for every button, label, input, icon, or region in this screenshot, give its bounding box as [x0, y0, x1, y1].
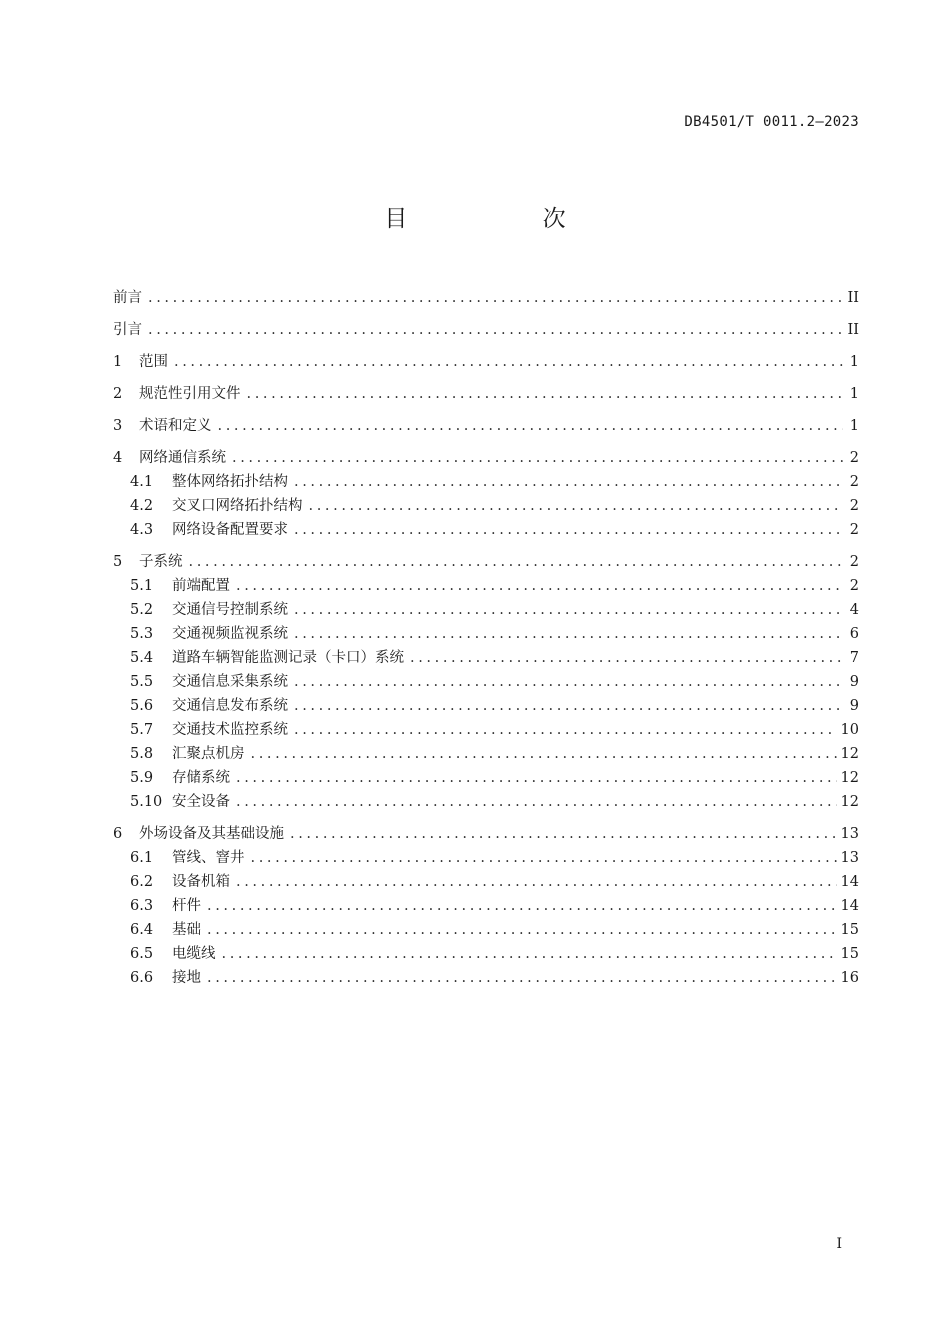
toc-entry[interactable] [113, 742, 859, 766]
toc-entry-page: 15 [840, 946, 859, 962]
toc-entry-page: 4 [849, 602, 859, 618]
toc-entry-label: 规范性引用文件 [139, 386, 241, 402]
toc-entry[interactable] [113, 598, 859, 622]
toc-leader-dots [236, 870, 837, 894]
toc-leader-dots [189, 550, 844, 574]
toc-entry-page: 2 [849, 522, 859, 538]
toc-leader-dots [410, 646, 843, 670]
toc-leader-dots [207, 966, 837, 990]
toc-entry-label: 汇聚点机房 [172, 746, 245, 762]
toc-entry[interactable] [113, 350, 859, 374]
toc-entry-label: 网络通信系统 [139, 450, 226, 466]
toc-entry-number: 6.2 [130, 874, 154, 890]
toc-entry-page: 16 [840, 970, 859, 986]
toc-entry[interactable] [113, 622, 859, 646]
toc-leader-dots [294, 470, 843, 494]
toc-entry[interactable] [113, 446, 859, 470]
toc-entry-label: 杆件 [172, 898, 201, 914]
toc-entry-page: 13 [840, 826, 859, 842]
toc-entry-number: 6.5 [130, 946, 154, 962]
toc-entry-label: 基础 [172, 922, 201, 938]
toc-entry-number: 1 [113, 354, 123, 370]
toc-entry[interactable] [113, 918, 859, 942]
footer-page-number: I [836, 1236, 842, 1252]
toc-leader-dots [236, 790, 837, 814]
page-title: 目 次 [384, 206, 630, 232]
toc-entry[interactable] [113, 718, 859, 742]
toc-entry[interactable] [113, 646, 859, 670]
toc-entry[interactable] [113, 966, 859, 990]
toc-entry-page: 14 [840, 874, 859, 890]
toc-entry-label: 安全设备 [172, 794, 230, 810]
toc-entry-number: 4.3 [130, 522, 154, 538]
toc-entry-number: 6.4 [130, 922, 154, 938]
toc-leader-dots [294, 622, 843, 646]
toc-entry-number: 5.8 [130, 746, 154, 762]
toc-entry-label: 设备机箱 [172, 874, 230, 890]
toc-entry-page: 1 [849, 354, 859, 370]
toc-entry-label: 引言 [113, 322, 142, 338]
toc-entry-label: 交通技术监控系统 [172, 722, 288, 738]
toc-leader-dots [218, 414, 844, 438]
toc-entry-label: 交通视频监视系统 [172, 626, 288, 642]
toc-entry-page: 2 [849, 474, 859, 490]
toc-entry-number: 6 [113, 826, 123, 842]
toc-entry-label: 交通信息采集系统 [172, 674, 288, 690]
toc-entry-page: 1 [849, 386, 859, 402]
toc-entry-page: 14 [840, 898, 859, 914]
toc-leader-dots [251, 846, 837, 870]
toc-entry-number: 5 [113, 554, 123, 570]
toc-entry[interactable] [113, 382, 859, 406]
toc-leader-dots [148, 286, 843, 310]
toc-entry-number: 5.9 [130, 770, 154, 786]
toc-leader-dots [236, 574, 843, 598]
toc-entry-page: 12 [840, 746, 859, 762]
toc-entry-page: 1 [849, 418, 859, 434]
toc-entry-label: 道路车辆智能监测记录（卡口）系统 [172, 650, 404, 666]
table-of-contents [113, 286, 859, 990]
toc-entry-page: 9 [849, 674, 859, 690]
toc-entry-number: 5.4 [130, 650, 154, 666]
toc-entry[interactable] [113, 894, 859, 918]
toc-entry-page: 10 [840, 722, 859, 738]
toc-entry[interactable] [113, 670, 859, 694]
toc-entry-page: 2 [849, 450, 859, 466]
toc-entry-page: 2 [849, 554, 859, 570]
toc-entry-page: 6 [849, 626, 859, 642]
toc-entry-label: 管线、窨井 [172, 850, 245, 866]
toc-leader-dots [247, 382, 844, 406]
toc-leader-dots [207, 894, 837, 918]
toc-entry-number: 5.6 [130, 698, 154, 714]
toc-entry[interactable] [113, 574, 859, 598]
toc-entry-label: 术语和定义 [139, 418, 212, 434]
toc-entry-label: 接地 [172, 970, 201, 986]
toc-entry-number: 5.3 [130, 626, 154, 642]
toc-entry[interactable] [113, 790, 859, 814]
toc-entry-number: 5.10 [130, 794, 163, 810]
toc-entry-page: 13 [840, 850, 859, 866]
toc-leader-dots [294, 598, 843, 622]
toc-entry[interactable] [113, 694, 859, 718]
toc-entry-number: 5.2 [130, 602, 154, 618]
toc-entry-number: 4 [113, 450, 123, 466]
toc-leader-dots [309, 494, 844, 518]
toc-entry-page: 12 [840, 770, 859, 786]
toc-entry-page: 9 [849, 698, 859, 714]
toc-entry-label: 前端配置 [172, 578, 230, 594]
toc-entry[interactable] [113, 518, 859, 542]
toc-entry-label: 交通信号控制系统 [172, 602, 288, 618]
toc-entry-label: 范围 [139, 354, 168, 370]
toc-entry[interactable] [113, 318, 859, 342]
toc-leader-dots [294, 718, 837, 742]
toc-entry-label: 整体网络拓扑结构 [172, 474, 288, 490]
toc-entry-label: 存储系统 [172, 770, 230, 786]
toc-entry-label: 子系统 [139, 554, 183, 570]
toc-leader-dots [294, 670, 843, 694]
toc-entry[interactable] [113, 286, 859, 310]
toc-leader-dots [294, 694, 843, 718]
toc-leader-dots [290, 822, 837, 846]
toc-entry-page: 12 [840, 794, 859, 810]
toc-entry[interactable] [113, 766, 859, 790]
toc-entry-number: 5.7 [130, 722, 154, 738]
toc-entry[interactable] [113, 494, 859, 518]
toc-entry-page: 2 [849, 498, 859, 514]
toc-entry-page: II [847, 290, 859, 306]
toc-entry-number: 5.1 [130, 578, 154, 594]
toc-entry[interactable] [113, 414, 859, 438]
toc-leader-dots [148, 318, 843, 342]
toc-leader-dots [294, 518, 843, 542]
toc-entry-number: 2 [113, 386, 123, 402]
toc-entry-number: 6.3 [130, 898, 154, 914]
toc-entry[interactable] [113, 822, 859, 846]
toc-entry-label: 交叉口网络拓扑结构 [172, 498, 303, 514]
toc-entry-page: 2 [849, 578, 859, 594]
toc-entry[interactable] [113, 470, 859, 494]
toc-entry-label: 前言 [113, 290, 142, 306]
document-code: DB4501/T 0011.2—2023 [684, 114, 859, 130]
toc-entry-page: 15 [840, 922, 859, 938]
toc-entry-number: 4.2 [130, 498, 154, 514]
toc-entry-label: 电缆线 [172, 946, 216, 962]
toc-entry-label: 交通信息发布系统 [172, 698, 288, 714]
toc-entry[interactable] [113, 870, 859, 894]
toc-entry-number: 3 [113, 418, 123, 434]
toc-leader-dots [174, 350, 843, 374]
toc-leader-dots [232, 446, 843, 470]
toc-entry-number: 4.1 [130, 474, 154, 490]
toc-entry-number: 6.1 [130, 850, 154, 866]
toc-entry-label: 网络设备配置要求 [172, 522, 288, 538]
toc-leader-dots [222, 942, 837, 966]
toc-entry[interactable] [113, 942, 859, 966]
toc-entry-number: 5.5 [130, 674, 154, 690]
toc-entry-page: 7 [849, 650, 859, 666]
toc-entry[interactable] [113, 550, 859, 574]
toc-leader-dots [207, 918, 837, 942]
toc-entry[interactable] [113, 846, 859, 870]
toc-entry-number: 6.6 [130, 970, 154, 986]
toc-entry-page: II [847, 322, 859, 338]
toc-leader-dots [251, 742, 837, 766]
toc-leader-dots [236, 766, 837, 790]
toc-entry-label: 外场设备及其基础设施 [139, 826, 284, 842]
